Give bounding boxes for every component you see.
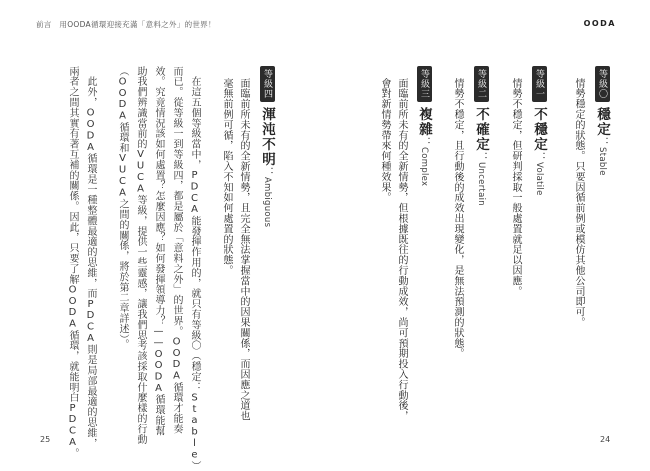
page-number-left: 25 xyxy=(40,435,51,444)
level-3-sep: ： xyxy=(419,137,430,147)
level-2-badge: 等級二 xyxy=(474,66,489,102)
level-1-sep: ： xyxy=(534,152,545,162)
paragraph-2-line-2: 兩者之間其實有著互補的關係。因此，只要了解OODA循環，就能明白PDCA。 xyxy=(67,66,78,459)
level-3-english: Complex xyxy=(419,147,429,187)
level-2-sep: ： xyxy=(476,152,487,162)
level-3-title: 複雜 xyxy=(416,107,432,137)
level-4-description-line-1: 面臨前所未有的全新情勢，且完全無法掌握當中的因果關係，而因應之道也 xyxy=(238,78,249,422)
level-0-title: 穩定 xyxy=(594,107,610,137)
level-1-heading xyxy=(529,66,549,196)
paragraph-1-line-3: 效。究竟情況該如何處置？怎麼因應？如何發揮領導力？——OODA循環能幫 xyxy=(153,66,164,436)
paragraph-1-line-2: 而已。從等級一到等級四，都是屬於「意料之外」的世界。OODA循環才能奏 xyxy=(171,66,182,434)
level-3-description-line-2: 會對新情勢帶來何種效果。 xyxy=(379,78,390,203)
paragraph-1-line-4: 助我們辨識當前的VUCA等級，提供一些靈感，讓我們思考該採取什麼樣的行動 xyxy=(135,66,146,445)
paragraph-1-line-1: 在這五個等級當中，PDCA能發揮作用的，就只有等級〇（穩定：Stable） xyxy=(189,66,200,471)
level-0-sep: ： xyxy=(597,137,608,147)
level-0-badge: 等級〇 xyxy=(595,66,610,102)
level-3-badge: 等級三 xyxy=(417,66,432,102)
level-3-description-line-1: 面臨前所未有的全新情勢，但根據既往的行動成效，尚可預期投入行動後， xyxy=(396,78,407,422)
level-2-title: 不確定 xyxy=(473,107,489,152)
level-0-english: Stable xyxy=(597,147,607,176)
level-4-title: 渾沌不明 xyxy=(259,107,275,167)
level-4-description-line-2: 毫無前例可循，陷入不知如何處置的狀態。 xyxy=(221,78,232,276)
level-4-heading xyxy=(257,66,277,227)
level-1-title: 不穩定 xyxy=(531,107,547,152)
level-1-badge: 等級一 xyxy=(532,66,547,102)
level-2-description: 情勢不穩定，且行動後的成效出現變化，是無法預測的狀態。 xyxy=(452,78,463,359)
level-1-description: 情勢不穩定，但研判採取一般處置就足以因應。 xyxy=(510,78,521,297)
level-3-heading xyxy=(414,66,434,186)
level-4-sep: ： xyxy=(262,167,273,177)
page-number-right: 24 xyxy=(600,435,611,444)
running-header-chapter: 前言 用OODA循環迎接充滿「意料之外」的世界！ xyxy=(36,20,216,29)
level-4-badge: 等級四 xyxy=(260,66,275,102)
running-header-book-title: OODA xyxy=(583,19,616,28)
level-0-heading xyxy=(592,66,612,176)
paragraph-1-line-5: （OODA循環和VUCA之間的關係，將於第二章詳述）。 xyxy=(117,66,128,350)
paragraph-2-line-1: 此外，OODA循環是一種整體最適的思維，而PDCA則是局部最適的思維， xyxy=(85,66,96,449)
level-4-english: Ambiguous xyxy=(262,177,272,228)
level-0-description: 情勢穩定的狀態。只要因循前例或模仿其他公司即可。 xyxy=(573,78,584,328)
level-2-english: Uncertain xyxy=(476,162,486,206)
level-2-heading xyxy=(471,66,491,206)
level-1-english: Volatile xyxy=(534,162,544,196)
